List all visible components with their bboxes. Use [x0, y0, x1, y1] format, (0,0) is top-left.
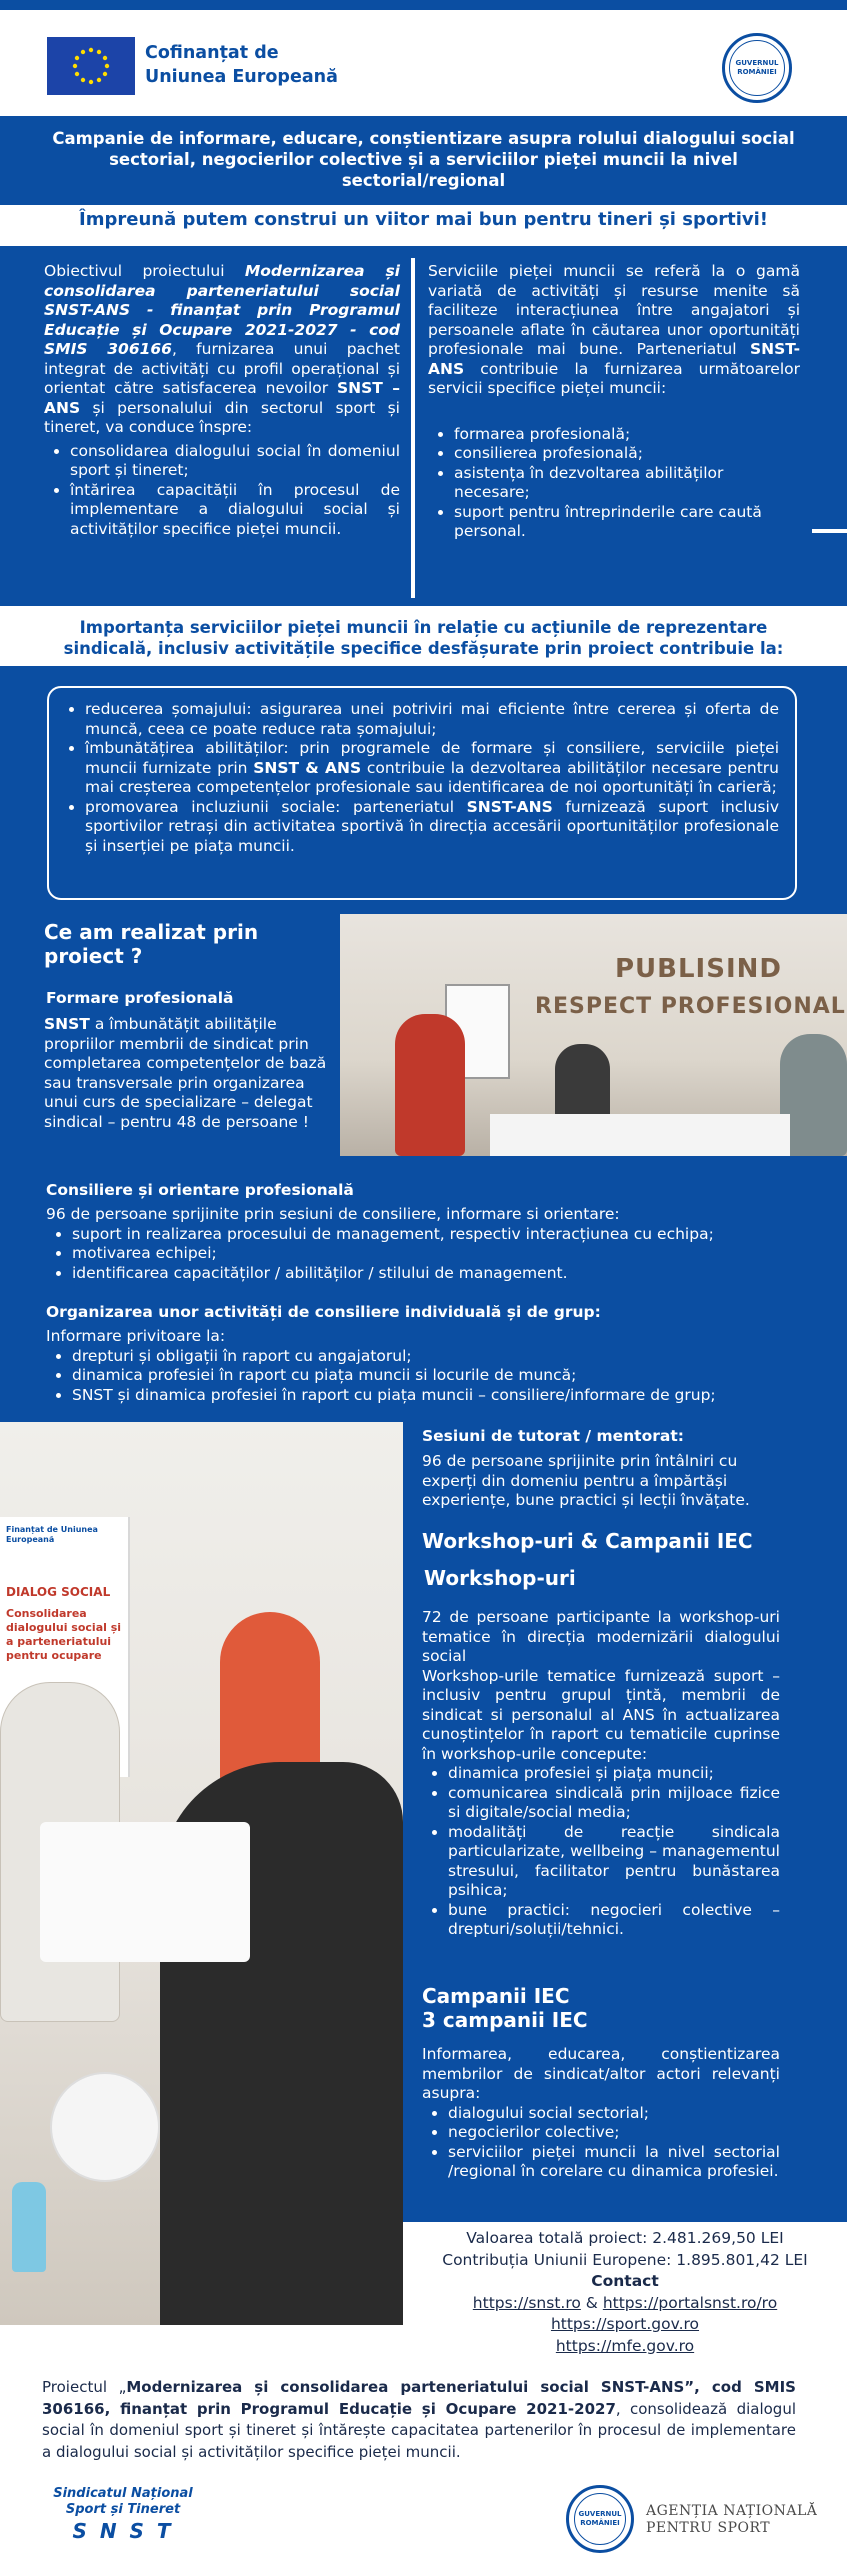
training-text: SNST a îmbunătățit abilitățile propriilor membrii de sindicat prin completarea competențelor de bază sau transversale prin organizarea unui curs de specializare – delegat sindical – pentru 48 de persoane !: [44, 1015, 327, 1131]
right-edge-mark: [812, 529, 847, 533]
eu-contribution: Contribuția Uniunii Europene: 1.895.801,42 LEI: [442, 2250, 808, 2269]
group-intro: Informare privitoare la:: [46, 1327, 226, 1345]
rollup-brand: DIALOG SOCIAL: [6, 1585, 111, 1599]
intro-section: [0, 246, 847, 606]
gov-logo-icon: [722, 33, 792, 103]
ans-logo-text: AGENȚIA NAȚIONALĂ PENTRU SPORT: [646, 2503, 818, 2536]
group-bullet: • SNST și dinamica profesiei în raport cu piața muncii – consiliere/informare de grup;: [72, 1386, 826, 1406]
objective-paragraph: Obiectivul proiectului Modernizarea și consolidarea parteneriatului social SNST-ANS - finanțat prin Programul Educație și Ocupare 2021-2027 - cod SMIS 306166, furnizarea unui pachet integrat de activități cu profil operațional și orientat către satisfacerea nevoilor SNST – ANS și personalului din sectorul sport și tineret, va conduce înspre:: [44, 262, 400, 436]
importance-bullet: • îmbunătățirea abilităților: prin programele de formare și consiliere, serviciile pieței muncii furnizate prin SNST & ANS contribuie la dezvoltarea abilităților necesare pentru mai creșterea competențelor profesionale sau identificarea de noi oportunități în carieră;: [85, 739, 779, 798]
workshops-heading: Workshop-uri & Campanii IEC: [422, 1529, 753, 1553]
workshops-subheading: Workshop-uri: [424, 1566, 576, 1590]
table-shape: [40, 1822, 250, 1962]
snst-logo: [48, 2486, 198, 2544]
group-title: Organizarea unor activități de consiliere individuală și de grup:: [46, 1303, 601, 1321]
workshops-bullet: • comunicarea sindicală prin mijloace fizice si digitale/social media;: [448, 1784, 780, 1823]
campaigns-bullet: • negocierilor colective;: [448, 2123, 780, 2143]
achievements-heading: Ce am realizat prin proiect ?: [44, 920, 259, 968]
training-photo: [340, 914, 847, 1156]
counsel-intro: 96 de persoane sprijinite prin sesiuni de consiliere, informare si orientare:: [46, 1205, 620, 1223]
campaigns-block: [422, 2045, 780, 2182]
objective-bullet: • întărirea capacității în procesul de implementare a dialogului social și activităților specifice pieței muncii.: [70, 481, 400, 540]
counsel-block: [46, 1205, 806, 1283]
importance-bullet: • promovarea incluziunii sociale: parteneriatul SNST-ANS furnizează suport inclusiv sportivilor retrași din activitatea sportivă în direcția accesării oportunităților profesionale și inserției pe piața muncii.: [85, 798, 779, 857]
campaign-title: Campanie de informare, educare, conștientizare asupra rolului dialogului social sectorial, negocierilor colective și a serviciilor pieței muncii la nivel sectorial/regional: [52, 129, 795, 190]
person-shape: [395, 1014, 465, 1156]
campaigns-bullet: • serviciilor pieței muncii la nivel sectorial /regional în corelare cu dinamica profesiei.: [448, 2143, 780, 2182]
workshops-block: [422, 1608, 780, 1940]
column-divider: [411, 258, 415, 598]
campaign-subtitle: Împreună putem construi un viitor mai bun pentru tineri și sportivi!: [79, 209, 768, 230]
gov-logo-text: GUVERNUL ROMÂNIEI: [729, 40, 785, 96]
counsel-bullet: • motivarea echipei;: [72, 1244, 806, 1264]
services-bullet: • suport pentru întreprinderile care caută personal.: [454, 503, 800, 542]
rollup-small-text: Finanțat de Uniunea Europeană: [6, 1525, 98, 1544]
total-value: Valoarea totală proiect: 2.481.269,50 LEI: [466, 2229, 784, 2247]
services-bullet: • consilierea profesională;: [454, 444, 800, 464]
photo-sign-1: PUBLISIND: [615, 954, 782, 984]
workshops-bullet: • bune practici: negocieri colective – drepturi/soluții/tehnici.: [448, 1901, 780, 1940]
workshop-photo: [0, 1422, 403, 2325]
campaign-banner: [0, 116, 847, 205]
table-shape: [490, 1114, 790, 1156]
services-paragraph: Serviciile pieței muncii se referă la o gamă variată de activități și resurse menite să faciliteze interacțiunea între angajatori și persoanele aflate în căutarea unor oportunități profesionale mai bune. Parteneriatul SNST-ANS contribuie la furnizarea următoarelor servicii specifice pieței muncii:: [428, 262, 800, 397]
tutoring-title: Sesiuni de tutorat / mentorat:: [422, 1427, 684, 1445]
link-sport[interactable]: https://sport.gov.ro: [550, 2315, 700, 2333]
snst-line-2: Sport și Tineret: [65, 2502, 181, 2517]
snst-line-1: Sindicatul Național: [53, 2486, 193, 2501]
rollup-text: Consolidarea dialogului social și a parteneriatului pentru ocupare: [6, 1607, 122, 1662]
objective-column: [44, 262, 400, 539]
training-title: Formare profesională: [46, 989, 234, 1007]
workshops-bullet: • dinamica profesiei și piața muncii;: [448, 1764, 780, 1784]
top-stripe: [0, 0, 847, 10]
objective-bullet: • consolidarea dialogului social în domeniul sport și tineret;: [70, 442, 400, 481]
eu-line-2: Uniunea Europeană: [145, 67, 338, 87]
campaigns-bullet: • dialogului social sectorial;: [448, 2104, 780, 2124]
link-mfe[interactable]: https://mfe.gov.ro: [555, 2336, 695, 2355]
person-shape: [780, 1034, 847, 1156]
services-bullet: • formarea profesională;: [454, 425, 800, 445]
plate-shape: [50, 2072, 160, 2182]
link-portal[interactable]: https://portalsnst.ro/ro: [602, 2293, 778, 2312]
campaigns-title: Campanii IEC 3 campanii IEC: [422, 1984, 588, 2032]
tutoring-text: 96 de persoane sprijinite prin întâlniri cu experți din domeniu pentru a împărtăși experiențe, bune practici și lecții învățate.: [422, 1452, 750, 1509]
group-bullet: • drepturi și obligații în raport cu angajatorul;: [72, 1347, 826, 1367]
gov-footer-logo-text: GUVERNUL ROMÂNIEI: [574, 2493, 626, 2545]
workshops-p1: 72 de persoane participante la workshop-uri tematice în direcția modernizării dialogului social: [422, 1608, 780, 1665]
photo-sign-2: RESPECT PROFESIONAL: [535, 994, 846, 1019]
link-snst[interactable]: https://snst.ro: [472, 2293, 581, 2312]
counsel-title: Consiliere și orientare profesională: [46, 1181, 354, 1199]
campaigns-text: Informarea, educarea, conștientizarea membrilor de sindicat/altor actori relevanți asupra:: [422, 2045, 780, 2102]
importance-heading: Importanța serviciilor pieței muncii în relație cu acțiunile de reprezentare sindicală, inclusiv activitățile specifice desfășurate prin proiect contribuie la:: [63, 618, 784, 658]
values-block: [403, 2228, 847, 2357]
gov-footer-logo-icon: [566, 2485, 634, 2553]
group-block: [46, 1327, 826, 1405]
eu-flag-icon: [47, 37, 135, 95]
workshops-p2: Workshop-urile tematice furnizează suport – inclusiv pentru grupul țintă, membrii de sindicat si personalul al ANS în actualizarea cunoștințelor în raport cu tematicile cuprinse în workshop-urile concepute:: [422, 1666, 780, 1763]
eu-line-1: Cofinanțat de: [145, 43, 279, 63]
links-row: https://snst.ro & https://portalsnst.ro/ro: [472, 2293, 778, 2312]
services-column: [428, 262, 800, 542]
contact-label: Contact: [591, 2272, 659, 2290]
counsel-bullet: • identificarea capacităților / abilităților / stilului de management.: [72, 1264, 806, 1284]
workshops-bullet: • modalități de reacție sindicala particularizate, wellbeing – managementul stresului, facilitator pentru bunăstarea psihica;: [448, 1823, 780, 1901]
footer-paragraph: Proiectul „Modernizarea și consolidarea parteneriatului social SNST-ANS”, cod SMIS 306166, finanțat prin Programul Educație și Ocupare 2021-2027, consolidează dialogul social în domeniul sport și tineret și întărește capacitatea partenerilor în procesul de implementare a dialogului social și activităților specifice pieței muncii.: [42, 2378, 796, 2461]
services-bullet: • asistența în dezvoltarea abilităților necesare;: [454, 464, 800, 503]
importance-box: [47, 686, 797, 900]
snst-acronym: S N S T: [72, 2519, 174, 2543]
group-bullet: • dinamica profesiei în raport cu piața muncii si locurile de muncă;: [72, 1366, 826, 1386]
water-bottle: [12, 2182, 46, 2272]
eu-cofinanced-text: [145, 41, 338, 89]
counsel-bullet: • suport in realizarea procesului de management, respectiv interacțiunea cu echipa;: [72, 1225, 806, 1245]
importance-bullet: • reducerea șomajului: asigurarea unei potriviri mai eficiente între cererea și oferta de muncă, ceea ce poate reduce rata șomajului;: [85, 700, 779, 739]
